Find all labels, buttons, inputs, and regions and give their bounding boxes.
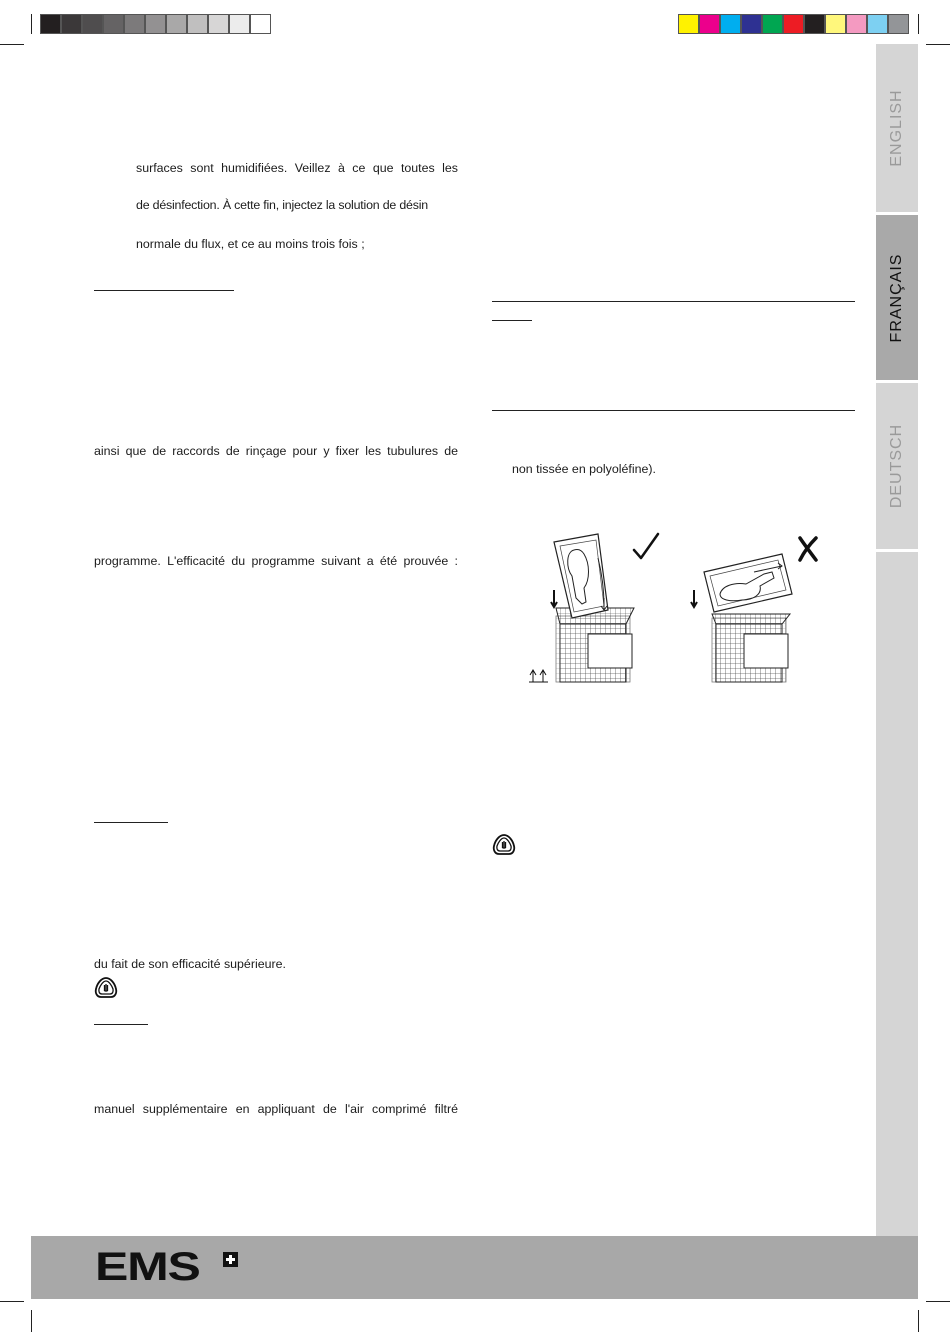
tab-english-label: ENGLISH [888,89,905,167]
color-swatch [888,14,909,34]
crop-mark [926,1301,950,1302]
color-swatch [208,14,229,34]
color-swatch [678,14,699,34]
color-swatch [166,14,187,34]
incorrect-example [691,554,792,682]
tab-english[interactable] [876,44,918,212]
crop-mark [918,1310,919,1332]
hand-warning-icon [94,976,118,1000]
ems-logo: EMS [95,1245,200,1289]
crop-mark [31,14,32,34]
text-line: normale du flux, et ce au moins trois fois ; [136,237,365,251]
color-swatch [720,14,741,34]
color-swatch [867,14,888,34]
section-underline [94,822,168,823]
crop-mark [0,1301,24,1302]
color-swatch [40,14,61,34]
color-swatch [250,14,271,34]
color-swatch [846,14,867,34]
cross-icon [800,538,816,560]
tab-francais[interactable] [876,215,918,380]
text-line: non tissée en polyoléfine). [512,462,656,476]
hand-warning-icon [492,833,516,857]
crop-mark [31,1310,32,1332]
crop-mark [918,14,919,34]
color-swatch [825,14,846,34]
sterilization-pouch [554,534,608,618]
color-swatch [783,14,804,34]
crop-mark [0,44,24,45]
swiss-cross-icon [223,1252,238,1267]
color-swatch [145,14,166,34]
color-swatch [124,14,145,34]
color-swatch [187,14,208,34]
color-swatch [741,14,762,34]
checkmark-icon [634,534,658,558]
color-swatch [229,14,250,34]
tab-francais-label: FRANÇAIS [888,253,905,342]
tab-deutsch[interactable] [876,383,918,549]
tab-deutsch-label: DEUTSCH [888,423,905,509]
text-line: de désinfection. À cette fin, injectez la solution de désin [136,198,428,212]
crop-mark [926,44,950,45]
correct-example [529,534,634,682]
text-line: surfaces sont humidifiées. Veillez à ce que toutes les [136,161,458,175]
text-line: manuel supplémentaire en appliquant de l'air comprimé filtré [94,1102,458,1116]
color-swatch [103,14,124,34]
color-swatch [804,14,825,34]
section-underline [94,290,234,291]
page-footer [31,1236,918,1299]
text-line: du fait de son efficacité supérieure. [94,957,286,971]
section-rule [492,301,855,302]
section-rule [492,410,855,411]
text-line: ainsi que de raccords de rinçage pour y fixer les tubulures de [94,444,458,458]
tab-empty [876,552,918,1236]
color-swatch [61,14,82,34]
section-underline [94,1024,148,1025]
sterilization-pouch [704,554,792,612]
text-line: programme. L'efficacité du programme suivant a été prouvée : [94,554,458,568]
basket-loading-illustration [520,528,830,694]
color-swatch [762,14,783,34]
color-swatch [699,14,720,34]
section-underline [492,320,532,321]
color-swatch [82,14,103,34]
